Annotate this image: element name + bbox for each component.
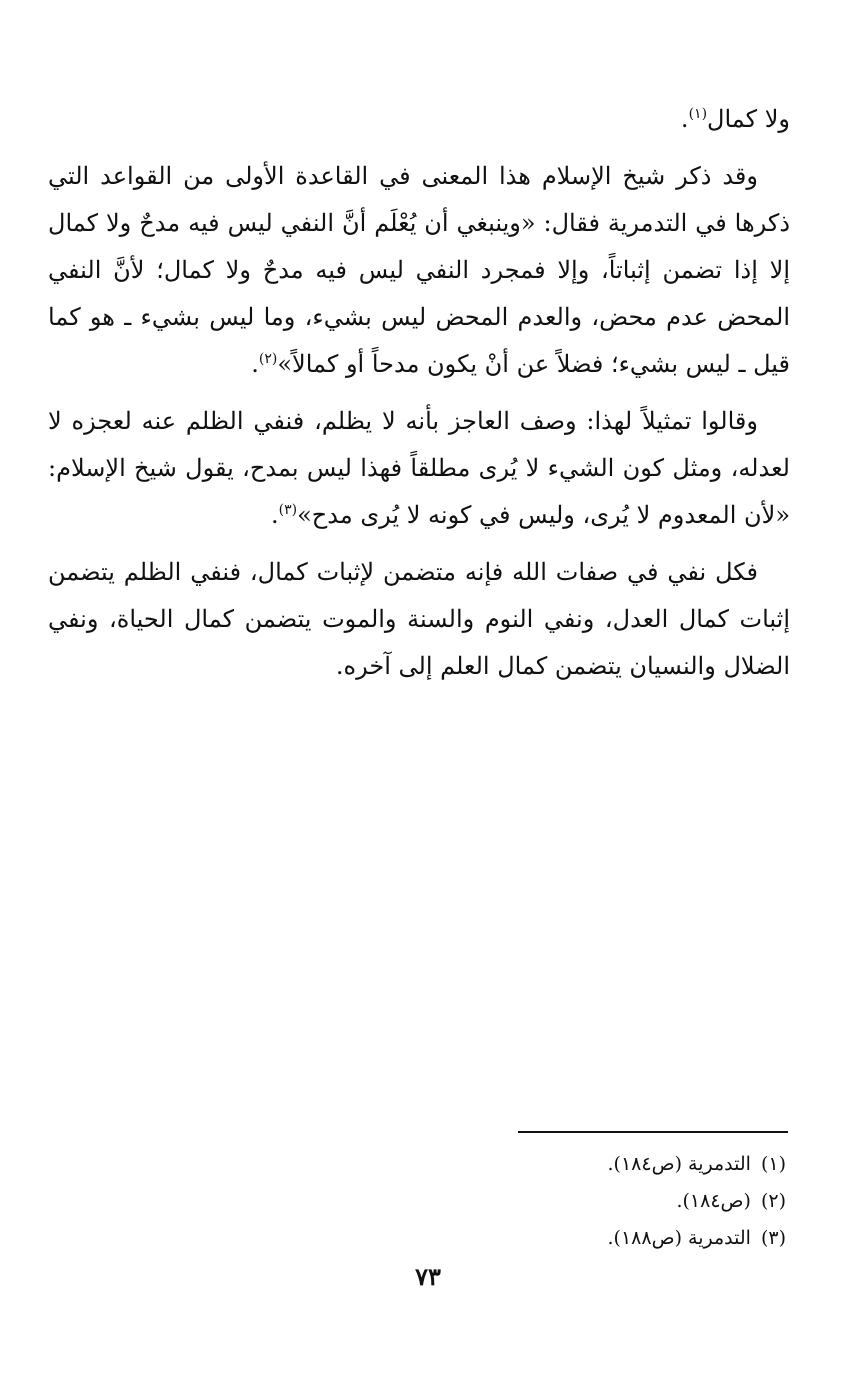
footnote-number: (٢): [760, 1190, 786, 1212]
paragraph-text: ولا كمال: [707, 105, 790, 133]
paragraph: [48, 398, 790, 539]
paragraph: [48, 96, 790, 143]
body-text: [48, 96, 790, 690]
footnote-separator: [518, 1131, 788, 1133]
footnote-text: التدمرية (ص١٨٤).: [607, 1153, 751, 1175]
paragraph-end-punctuation: .: [271, 501, 279, 529]
paragraph-end-punctuation: .: [251, 350, 259, 378]
paragraph-text: وقالوا تمثيلاً لهذا: وصف العاجز بأنه لا يظلم، فنفي الظلم عنه لعجزه لا لعدله، ومثل كون الشيء لا يُرى مطلقاً فهذا ليس بمدح، يقول شيخ الإسلام: «لأن المعدوم لا يُرى، وليس في كونه لا يُرى مدح»: [48, 407, 790, 529]
footnote-marker: (١): [688, 106, 708, 122]
footnotes: [48, 1146, 790, 1257]
footnote: [48, 1183, 790, 1220]
footnote: [48, 1220, 790, 1257]
footnote: [48, 1146, 790, 1183]
footnote-number: (٣): [760, 1227, 786, 1249]
paragraph: [48, 153, 790, 388]
paragraph: [48, 549, 790, 690]
paragraph-text: وقد ذكر شيخ الإسلام هذا المعنى في القاعدة الأولى من القواعد التي ذكرها في التدمرية فقال: «وينبغي أن يُعْلَم أنَّ النفي ليس فيه مدحٌ ولا كمال إلا إذا تضمن إثباتاً، وإلا فمجرد النفي ليس فيه مدحٌ ولا كمال؛ لأنَّ النفي المحض عدم محض، والعدم المحض ليس بشيء، وما ليس بشيء ـ هو كما قيل ـ ليس بشيء؛ فضلاً عن أنْ يكون مدحاً أو كمالاً»: [48, 162, 790, 378]
footnote-marker: (٣): [278, 502, 298, 518]
footnote-text: (ص١٨٤).: [676, 1190, 751, 1212]
page-number: ٧٣: [415, 1262, 441, 1291]
footnote-marker: (٢): [258, 351, 278, 367]
paragraph-text: فكل نفي في صفات الله فإنه متضمن لإثبات كمال، فنفي الظلم يتضمن إثبات كمال العدل، ونفي النوم والسنة والموت يتضمن كمال الحياة، ونفي الضلال والنسيان يتضمن كمال العلم إلى آخره.: [48, 558, 790, 680]
footnote-number: (١): [760, 1153, 786, 1175]
footnote-text: التدمرية (ص١٨٨).: [607, 1227, 751, 1249]
paragraph-end-punctuation: .: [680, 105, 689, 133]
